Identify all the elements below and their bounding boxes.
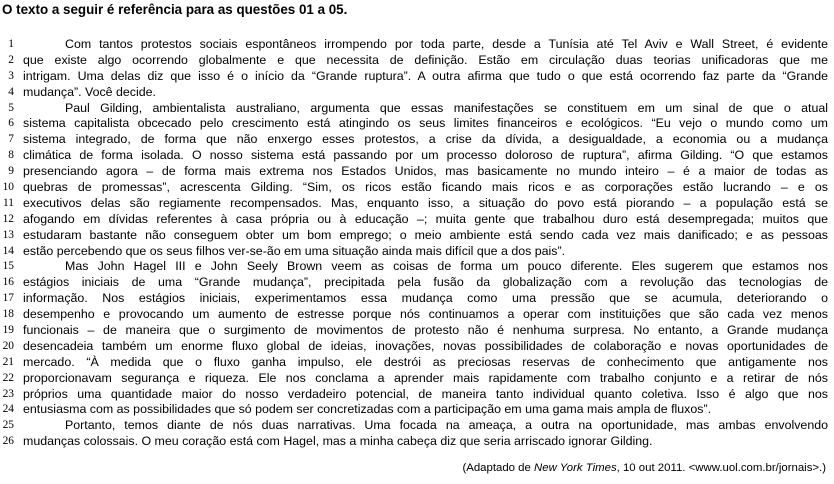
line-number: 16 xyxy=(2,276,14,289)
line-text: Portanto, temos diante de nós duas narrativas. Uma focada na ameaça, a outra na oportunidade, mas ambas envolvendo xyxy=(65,418,828,433)
line-text: sistema capitalista obcecado pelo crescimento está atingindo os seus limites financeiros e ecológicos. “Eu vejo o mundo como um xyxy=(23,116,828,131)
line-number: 15 xyxy=(2,260,14,273)
line-number: 10 xyxy=(2,181,14,194)
line-number: 23 xyxy=(2,387,14,400)
line-text: sistema integrado, de forma que não enxergo esses protestos, a crise da dívida, a desigualdade, a economia ou a mudança xyxy=(23,132,828,147)
text-line xyxy=(2,180,828,196)
line-number: 11 xyxy=(3,196,14,209)
text-line xyxy=(2,307,828,323)
line-number: 2 xyxy=(8,53,14,66)
line-text: mudança”. Você decide. xyxy=(23,84,156,99)
line-text: mercado. “À medida que o fluxo ganha impulso, ele destrói as preciosas reservas de conhecimento que antigamente nos xyxy=(23,354,828,369)
line-text: informação. Nos estágios iniciais, experimentamos essa mudança como uma pressão que se acumula, deteriorando o xyxy=(23,291,828,306)
line-number: 5 xyxy=(8,101,14,114)
text-line xyxy=(2,132,828,148)
text-line xyxy=(2,196,828,212)
line-number: 6 xyxy=(8,117,14,130)
line-number: 20 xyxy=(2,339,14,352)
text-line xyxy=(2,434,828,450)
text-line xyxy=(2,291,828,307)
text-line xyxy=(2,371,828,387)
line-number: 9 xyxy=(8,165,14,178)
line-number: 25 xyxy=(2,419,14,432)
source-citation xyxy=(462,462,826,474)
line-number: 18 xyxy=(2,308,14,321)
line-text: entusiasma com as possibilidades que só podem ser concretizadas com a participação em uma gama mais ampla de fluxos”. xyxy=(23,402,712,417)
line-text: estão percebendo que os seus filhos ver-se-ão em uma situação ainda mais difícil que a dos pais”. xyxy=(23,243,566,258)
text-line xyxy=(2,69,828,85)
line-text: afogando em dívidas referentes à casa própria ou à educação –; muita gente que trabalhou duro está desempregada; muitos que xyxy=(23,211,828,226)
line-text: presenciando agora – de forma mais extrema nos Estados Unidos, mas basicamente no mundo inteiro – é a maior de todas as xyxy=(23,164,828,179)
text-line xyxy=(2,53,828,69)
line-number: 12 xyxy=(2,212,14,225)
line-text: quebras de promessas”, acrescenta Gilding. “Sim, os ricos estão ficando mais ricos e as corporações estão lucrando – e os xyxy=(23,180,828,195)
source-publication: New York Times xyxy=(534,462,617,474)
text-line xyxy=(2,85,828,101)
text-line xyxy=(2,418,828,434)
line-number: 4 xyxy=(8,85,14,98)
text-line xyxy=(2,37,828,53)
line-number: 3 xyxy=(8,69,14,82)
line-text: Com tantos protestos sociais espontâneos irrompendo por toda parte, desde a Tunísia até Tel Aviv e Wall Street, é evidente xyxy=(65,37,828,51)
text-line xyxy=(2,323,828,339)
line-number: 24 xyxy=(2,403,14,416)
text-line xyxy=(2,355,828,371)
text-line xyxy=(2,387,828,403)
text-line xyxy=(2,402,828,418)
line-number: 13 xyxy=(2,228,14,241)
source-suffix: , 10 out 2011. <www.uol.com.br/jornais>.) xyxy=(616,462,826,474)
line-text: climática de forma isolada. O nosso sistema está passando por um processo doloroso de ruptura”, afirma Gilding. “O que estamos xyxy=(23,148,828,163)
line-text: executivos delas são regiamente recompensados. Mas, enquanto isso, a situação do povo está piorando – a população está se xyxy=(23,195,828,210)
text-line xyxy=(2,116,828,132)
numbered-text-body xyxy=(2,37,828,450)
line-text: mudanças colossais. O meu coração está com Hagel, mas a minha cabeça diz que seria arriscado ignorar Gilding. xyxy=(23,434,653,449)
line-number: 17 xyxy=(2,292,14,305)
text-line xyxy=(2,339,828,355)
line-number: 22 xyxy=(2,371,14,384)
line-text: proporcionavam segurança e riqueza. Ele nos conclama a aprender mais rapidamente com trabalho conjunto e a retirar de nós xyxy=(23,370,828,385)
line-number: 8 xyxy=(8,149,14,162)
text-line xyxy=(2,244,828,260)
text-line xyxy=(2,101,828,117)
line-text: funcionais – de maneira que o surgimento de movimentos de protesto não é nenhuma surpresa. No entanto, a Grande mudança xyxy=(23,323,828,338)
text-line xyxy=(2,164,828,180)
line-number: 14 xyxy=(2,244,14,257)
text-line xyxy=(2,228,828,244)
line-text: que existe algo ocorrendo globalmente e que necessita de definição. Estão em circulação duas teorias unificadoras que me xyxy=(23,52,828,67)
line-text: Mas John Hagel III e John Seely Brown veem as coisas de forma um pouco diferente. Eles sugerem que estamos nos xyxy=(65,259,828,274)
line-text: estágios iniciais de uma “Grande mudança”, precipitada pela fusão da globalização com a revolução das tecnologias de xyxy=(23,275,828,290)
instruction-heading: O texto a seguir é referência para as questões 01 a 05. xyxy=(2,2,348,17)
line-number: 19 xyxy=(2,324,14,337)
line-number: 7 xyxy=(8,133,14,146)
text-line xyxy=(2,212,828,228)
text-line xyxy=(2,148,828,164)
line-text: estudaram bastante não conseguem obter um bom emprego; o meio ambiente está sendo cada vez mais danificado; e as pessoas xyxy=(23,227,828,242)
text-line xyxy=(2,259,828,275)
line-number: 21 xyxy=(2,355,14,368)
line-text: próprios uma quantidade maior do nosso verdadeiro potencial, de maneira tanto individual quanto coletiva. Isso é algo que nos xyxy=(23,386,828,401)
source-prefix: (Adaptado de xyxy=(462,462,535,474)
line-text: desencadeia também um enorme fluxo global de ideias, inovações, novas possibilidades de colaboração e novas oportunidades de xyxy=(23,338,828,353)
line-text: intrigam. Uma delas diz que isso é o início da “Grande ruptura”. A outra afirma que tudo o que está ocorrendo faz parte da “Grande xyxy=(23,68,828,83)
line-text: Paul Gilding, ambientalista australiano, argumenta que essas manifestações se constituem em um sinal de que o atual xyxy=(65,100,828,115)
line-number: 1 xyxy=(8,38,14,50)
line-text: desempenho e provocando um aumento de estresse porque nós continuamos a operar com instituições que são cada vez menos xyxy=(23,307,828,322)
text-line xyxy=(2,275,828,291)
line-number: 26 xyxy=(2,435,14,448)
